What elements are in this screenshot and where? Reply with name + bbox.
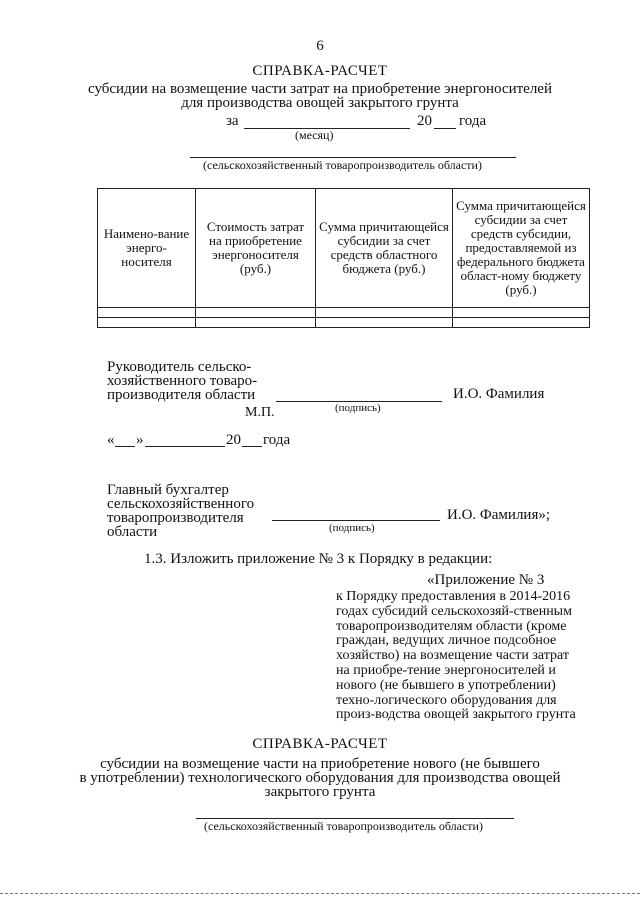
accountant-name: И.О. Фамилия»;	[447, 507, 551, 523]
form2-title: СПРАВКА-РАСЧЕТ	[252, 736, 388, 752]
header-cell: Сумма причитающейся субсидии за счет средств субсидии, предоставляемой из федерального бюджета област-ному бюджету (руб.)	[453, 189, 590, 308]
form2-subtitle-line3: закрытого грунта	[264, 784, 376, 800]
date-year-line	[242, 446, 262, 447]
form1-title: СПРАВКА-РАСЧЕТ	[252, 63, 388, 79]
page-number: 6	[316, 38, 324, 54]
date-year: 20	[226, 432, 241, 448]
stamp-label: М.П.	[245, 405, 275, 420]
form1-subtitle-line2: для производства овощей закрытого грунта	[181, 95, 459, 111]
header-cell: Наимено-вание энерго-носителя	[98, 189, 196, 308]
form2-producer-caption: (сельскохозяйственный товаропроизводитель области)	[204, 819, 483, 833]
form2-subtitle-line1: субсидии на возмещение части на приобретение нового (не бывшего	[100, 756, 540, 772]
form2-subtitle-line2: в употреблении) технологического оборудования для производства овощей	[79, 770, 561, 786]
accountant-title-line3: товаропроизводителя	[107, 510, 244, 526]
date-month-line	[145, 446, 225, 447]
table-cell	[196, 318, 316, 328]
accountant-signature-line	[272, 520, 440, 521]
date-close-quote: »	[136, 432, 144, 448]
period-suffix: года	[459, 113, 487, 129]
subsidy-table	[97, 188, 590, 328]
table-cell	[316, 308, 453, 318]
table-header-row	[98, 189, 590, 308]
table-cell	[453, 318, 590, 328]
accountant-signature-caption: (подпись)	[329, 522, 375, 534]
period-prefix: за	[226, 113, 239, 129]
head-signature-caption: (подпись)	[335, 402, 381, 414]
form1-subtitle-line1: субсидии на возмещение части затрат на приобретение энергоносителей	[88, 81, 552, 97]
accountant-title-line4: области	[107, 524, 158, 540]
head-name: И.О. Фамилия	[453, 386, 545, 402]
date-suffix: года	[263, 432, 291, 448]
instruction-text: 1.3. Изложить приложение № 3 к Порядку в редакции:	[144, 551, 493, 567]
table-row	[98, 308, 590, 318]
header-cell: Сумма причитающейся субсидии за счет средств областного бюджета (руб.)	[316, 189, 453, 308]
accountant-title-line2: сельскохозяйственного	[107, 496, 255, 512]
table-cell	[316, 318, 453, 328]
head-title-line2: хозяйственного товаро-	[107, 373, 258, 389]
header-cell: Стоимость затрат на приобретение энергоносителя (руб.)	[196, 189, 316, 308]
table-cell	[196, 308, 316, 318]
table-row	[98, 318, 590, 328]
month-caption: (месяц)	[295, 128, 334, 142]
head-title-line3: производителя области	[107, 387, 256, 403]
page-bottom-edge	[0, 893, 640, 894]
appendix-title: «Приложение № 3	[427, 572, 545, 588]
date-day-line	[115, 446, 135, 447]
producer-caption: (сельскохозяйственный товаропроизводитель области)	[203, 158, 482, 172]
table-cell	[453, 308, 590, 318]
appendix-description: к Порядку предоставления в 2014-2016 годах субсидий сельскохозяй-ственным товаропроизводителям области (кроме граждан, ведущих личное подсобное хозяйство) на возмещение части затрат на приобре-тение энергоносителей и нового (не бывшего в употреблении) техно-логического оборудования для произ-водства овощей закрытого грунта	[336, 589, 576, 723]
table-cell	[98, 308, 196, 318]
period-year: 20	[417, 113, 432, 129]
head-title-line1: Руководитель сельско-	[107, 359, 252, 375]
table-cell	[98, 318, 196, 328]
date-open-quote: «	[107, 432, 115, 448]
accountant-title-line1: Главный бухгалтер	[107, 482, 229, 498]
year-field-line	[434, 128, 456, 129]
